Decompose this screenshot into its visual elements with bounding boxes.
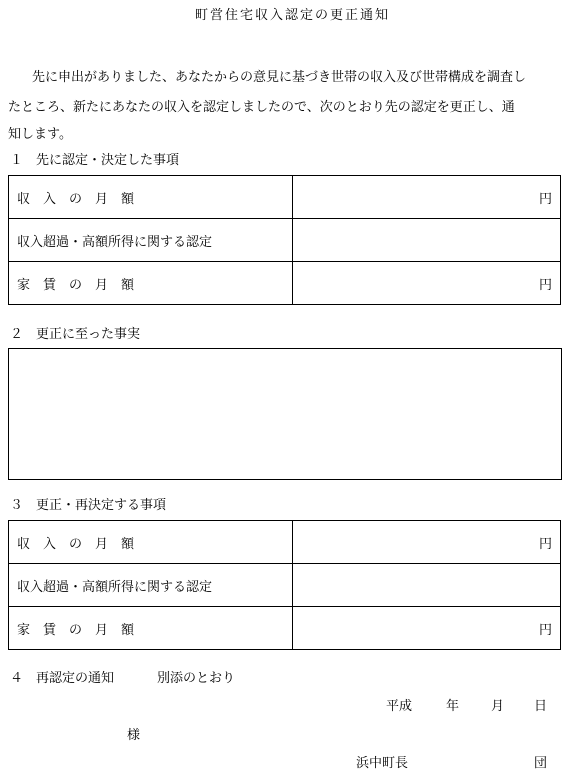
row-value-field[interactable]: 円 (293, 607, 561, 650)
section-1-table (8, 175, 561, 305)
seal-mark: 団 (534, 756, 548, 771)
section-2-heading: ２ 更正に至った事実 (10, 327, 141, 342)
row-value-field[interactable] (293, 564, 561, 607)
intro-line-1: 先に申出がありました、あなたからの意見に基づき世帯の収入及び世帯構成を調査し (32, 70, 527, 85)
row-label: 収入超過・高額所得に関する認定 (9, 219, 293, 262)
table-row (9, 607, 561, 650)
section-4-heading: ４ 再認定の通知 (10, 671, 115, 686)
date-day-unit: 日 (534, 699, 548, 714)
table-row (9, 262, 561, 305)
section-3-heading: ３ 更正・再決定する事項 (10, 498, 167, 513)
page-title: 町営住宅収入認定の更正通知 (194, 8, 390, 23)
date-era: 平成 (386, 699, 413, 714)
date-month-unit: 月 (491, 699, 505, 714)
section-3-table (8, 520, 561, 650)
issuer-name: 浜中町長 (356, 756, 409, 771)
row-label: 収入の月額 (9, 176, 293, 219)
row-value-field[interactable]: 円 (293, 521, 561, 564)
table-row (9, 564, 561, 607)
table-row (9, 219, 561, 262)
section-1-heading: １ 先に認定・決定した事項 (10, 153, 180, 168)
table-row (9, 176, 561, 219)
addressee-suffix: 様 (127, 728, 141, 743)
date-year-unit: 年 (446, 699, 460, 714)
section-4-note: 別添のとおり (157, 671, 236, 686)
table-row (9, 521, 561, 564)
intro-line-2: たところ、新たにあなたの収入を認定しましたので、次のとおり先の認定を更正し、通 (8, 100, 515, 115)
row-label: 家賃の月額 (9, 262, 293, 305)
row-label: 家賃の月額 (9, 607, 293, 650)
row-label: 収入超過・高額所得に関する認定 (9, 564, 293, 607)
row-label: 収入の月額 (9, 521, 293, 564)
intro-line-3: 知します。 (8, 127, 72, 142)
row-value-field[interactable] (293, 219, 561, 262)
facts-text-area[interactable] (8, 348, 562, 480)
row-value-field[interactable]: 円 (293, 262, 561, 305)
row-value-field[interactable]: 円 (293, 176, 561, 219)
